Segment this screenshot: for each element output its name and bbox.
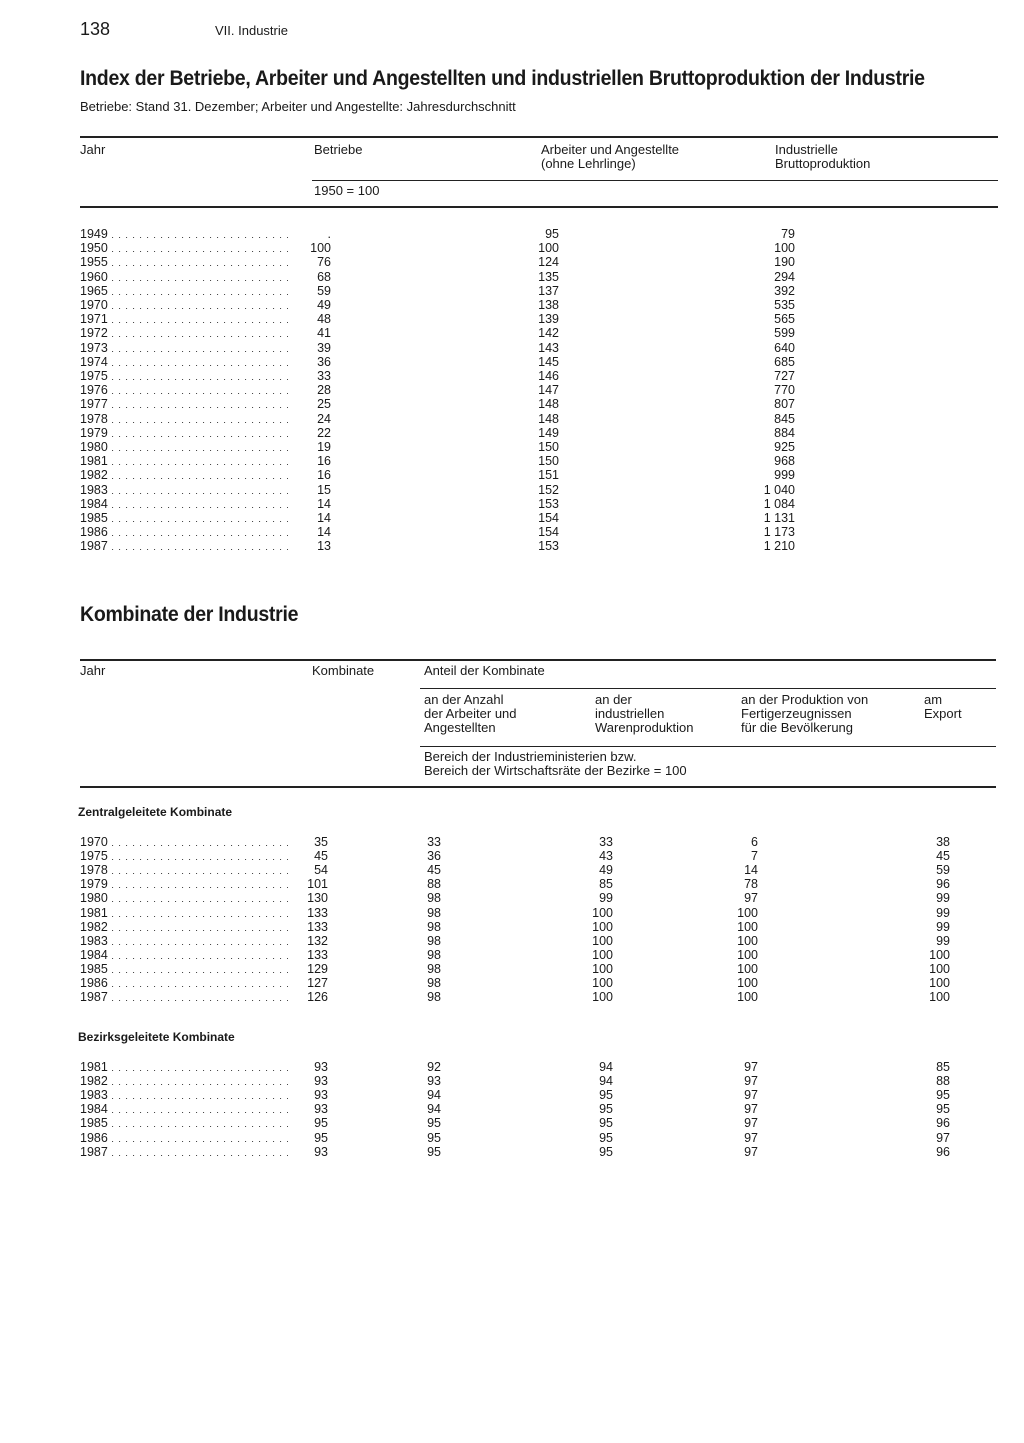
row-value: 100 (737, 961, 758, 976)
row-value: 28 (317, 383, 331, 398)
row-value: 93 (427, 1074, 441, 1089)
row-value: 99 (599, 891, 613, 906)
row-value: 96 (936, 1144, 950, 1159)
table-row (0, 483, 1024, 497)
row-value: 79 (781, 227, 795, 241)
row-value: 130 (307, 891, 328, 906)
row-value: 97 (744, 1130, 758, 1145)
table-row (0, 284, 1024, 298)
table-row (0, 1088, 1024, 1102)
row-value: 100 (737, 990, 758, 1005)
row-value: 135 (538, 269, 559, 284)
row-year: 1976 . . . (80, 383, 288, 398)
table2-header-anteil: Anteil der Kombinate (424, 663, 545, 678)
table-row (0, 920, 1024, 934)
row-year: 1980 . . . (80, 440, 288, 455)
row-value: 95 (314, 1116, 328, 1131)
row-value: 294 (774, 269, 795, 284)
row-value: 6 (751, 835, 758, 849)
row-value: 147 (538, 383, 559, 398)
row-year: 1974 . . . (80, 355, 288, 370)
table-row (0, 906, 1024, 920)
row-value: 535 (774, 298, 795, 312)
row-value: 97 (744, 891, 758, 906)
row-value: 93 (314, 1060, 328, 1074)
row-year: 1981 . . . (80, 454, 288, 469)
row-value: 133 (307, 919, 328, 934)
table-row (0, 497, 1024, 511)
page-number: 138 (80, 19, 111, 39)
row-year: 1978 . . . (80, 863, 288, 878)
row-year: 1984 . . . (80, 1102, 288, 1117)
table1-header-base: 1950 = 100 (314, 183, 380, 198)
table1-title: Index der Betriebe, Arbeiter und Angestellten und industriellen Bruttoproduktion der Industrie (80, 67, 925, 90)
row-value: 142 (538, 326, 559, 341)
row-value: 76 (317, 255, 331, 270)
row-value: 15 (317, 482, 331, 497)
row-value: 99 (936, 933, 950, 948)
row-value: 149 (538, 425, 559, 440)
row-value: 190 (774, 255, 795, 270)
table-row (0, 511, 1024, 525)
group-label-bezirk: Bezirksgeleitete Kombinate (78, 1030, 235, 1044)
row-value: 97 (744, 1088, 758, 1103)
row-value: 93 (314, 1144, 328, 1159)
table1-top-rule (80, 136, 998, 138)
row-value: 25 (317, 397, 331, 412)
row-value: 68 (317, 269, 331, 284)
table2-header-year: Jahr (80, 663, 106, 678)
row-value: 49 (317, 298, 331, 312)
row-value: 85 (599, 877, 613, 892)
row-value: 97 (744, 1074, 758, 1089)
row-value: 126 (307, 990, 328, 1005)
row-year: 1981 . . . (80, 1060, 288, 1075)
row-value: 153 (538, 539, 559, 554)
row-year: 1960 . . . (80, 270, 288, 285)
row-value: 100 (592, 947, 613, 962)
row-value: 884 (774, 425, 795, 440)
row-value: 925 (774, 440, 795, 454)
row-value: 100 (592, 919, 613, 934)
row-value: 14 (744, 863, 758, 878)
row-value: 93 (314, 1074, 328, 1089)
row-year: 1985 . . . (80, 962, 288, 977)
row-year: 1978 . . . (80, 412, 288, 427)
table2-anteil-rule (420, 688, 996, 689)
row-value: 100 (592, 905, 613, 920)
table-row (0, 341, 1024, 355)
row-value: 99 (936, 919, 950, 934)
table1-header-year: Jahr (80, 142, 106, 157)
table2-base-rule (420, 746, 996, 747)
row-value: 1 173 (763, 525, 795, 540)
table-row (0, 1060, 1024, 1074)
row-value: 93 (314, 1102, 328, 1117)
table1-body-rule (80, 206, 998, 208)
row-value: 565 (774, 312, 795, 327)
row-value: 98 (427, 905, 441, 920)
row-value: 16 (317, 468, 331, 483)
row-value: 33 (427, 835, 441, 849)
row-value: 640 (774, 340, 795, 355)
row-value: 124 (538, 255, 559, 270)
table1-subtitle: Betriebe: Stand 31. Dezember; Arbeiter und Angestellte: Jahresdurchschnitt (80, 99, 516, 114)
table-row (0, 1116, 1024, 1130)
row-year: 1973 . . . (80, 341, 288, 356)
row-value: 98 (427, 919, 441, 934)
row-value: 100 (538, 241, 559, 256)
row-value: 54 (314, 863, 328, 878)
row-value: 41 (317, 326, 331, 341)
row-value: 100 (737, 947, 758, 962)
row-value: 95 (545, 227, 559, 241)
row-value: 154 (538, 511, 559, 525)
row-value: 101 (307, 877, 328, 892)
row-year: 1982 . . . (80, 1074, 288, 1089)
row-value: 45 (314, 849, 328, 864)
row-value: 96 (936, 1116, 950, 1131)
row-value: 1 210 (763, 539, 795, 554)
row-year: 1979 . . . (80, 426, 288, 441)
row-value: 100 (737, 919, 758, 934)
row-value: 78 (744, 877, 758, 892)
table-row (0, 355, 1024, 369)
row-value: 143 (538, 340, 559, 355)
row-value: 100 (592, 990, 613, 1005)
row-year: 1980 . . . (80, 891, 288, 906)
row-value: 95 (427, 1130, 441, 1145)
table-row (0, 397, 1024, 411)
table2-header-arbeiter: an der Anzahl der Arbeiter und Angestellten (424, 692, 517, 735)
row-value: 599 (774, 326, 795, 341)
row-value: 38 (936, 835, 950, 849)
row-value: 13 (317, 539, 331, 554)
table2-header-base: Bereich der Industrieministerien bzw. Bereich der Wirtschaftsräte der Bezirke = 100 (424, 749, 687, 778)
row-year: 1955 . . . (80, 255, 288, 270)
table-row (0, 1145, 1024, 1159)
row-year: 1972 . . . (80, 326, 288, 341)
row-value: 48 (317, 312, 331, 327)
row-year: 1987 . . . (80, 1145, 288, 1160)
row-value: 94 (427, 1088, 441, 1103)
table-row (0, 468, 1024, 482)
row-year: 1982 . . . (80, 468, 288, 483)
row-value: 100 (737, 933, 758, 948)
table-row (0, 440, 1024, 454)
table-row (0, 849, 1024, 863)
row-value: 96 (936, 877, 950, 892)
row-value: 33 (599, 835, 613, 849)
row-value: 88 (427, 877, 441, 892)
row-value: 14 (317, 511, 331, 525)
row-year: 1986 . . . (80, 1131, 288, 1146)
row-value: 154 (538, 525, 559, 540)
table-row (0, 412, 1024, 426)
table1-header-rule (312, 180, 998, 181)
row-value: 45 (427, 863, 441, 878)
row-year: 1975 . . . (80, 849, 288, 864)
row-value: 39 (317, 340, 331, 355)
row-value: 137 (538, 283, 559, 298)
row-value: 59 (317, 283, 331, 298)
row-value: 95 (599, 1116, 613, 1131)
table1-header-betriebe: Betriebe (314, 142, 363, 157)
row-value: 14 (317, 496, 331, 511)
table-row (0, 934, 1024, 948)
row-value: 807 (774, 397, 795, 412)
row-year: 1965 . . . (80, 284, 288, 299)
row-value: 151 (538, 468, 559, 483)
table-row (0, 227, 1024, 241)
table2-header-export: am Export (924, 692, 962, 721)
row-year: 1986 . . . (80, 976, 288, 991)
table-row (0, 990, 1024, 1004)
row-value: 7 (751, 849, 758, 864)
row-year: 1983 . . . (80, 1088, 288, 1103)
row-value: 43 (599, 849, 613, 864)
row-value: 127 (307, 976, 328, 990)
row-value: 100 (592, 961, 613, 976)
row-value: 100 (929, 976, 950, 990)
row-year: 1987 . . . (80, 539, 288, 554)
table2-header-waren: an der industriellen Warenproduktion (595, 692, 694, 735)
row-value: 100 (774, 241, 795, 256)
row-year: 1949 . . . (80, 227, 288, 242)
row-value: 94 (599, 1060, 613, 1074)
row-value: 49 (599, 863, 613, 878)
row-value: 97 (744, 1144, 758, 1159)
row-value: 95 (427, 1144, 441, 1159)
row-value: 95 (314, 1130, 328, 1145)
row-year: 1986 . . . (80, 525, 288, 540)
row-year: 1950 . . . (80, 241, 288, 256)
row-value: 98 (427, 976, 441, 990)
row-value: 95 (427, 1116, 441, 1131)
row-value: 88 (936, 1074, 950, 1089)
row-value: 146 (538, 369, 559, 383)
row-value: 99 (936, 905, 950, 920)
table1-header-arbeiter: Arbeiter und Angestellte (ohne Lehrlinge) (541, 142, 680, 171)
row-year: 1977 . . . (80, 397, 288, 412)
table-row (0, 891, 1024, 905)
row-value: 92 (427, 1060, 441, 1074)
group-label-zentral: Zentralgeleitete Kombinate (78, 805, 233, 819)
row-value: 97 (744, 1102, 758, 1117)
row-value: 999 (774, 468, 795, 483)
row-value: 95 (599, 1144, 613, 1159)
table2-header-fertig: an der Produktion von Fertigerzeugnissen für die Bevölkerung (741, 692, 869, 735)
table-row (0, 383, 1024, 397)
table-row (0, 948, 1024, 962)
row-year: 1985 . . . (80, 511, 288, 526)
row-value: 685 (774, 354, 795, 369)
row-value: 129 (307, 961, 328, 976)
row-value: 139 (538, 312, 559, 327)
row-value: 100 (592, 933, 613, 948)
row-year: 1979 . . . (80, 877, 288, 892)
row-value: 97 (744, 1116, 758, 1131)
row-value: 392 (774, 283, 795, 298)
row-value: 95 (599, 1130, 613, 1145)
row-value: 95 (936, 1088, 950, 1103)
row-value: 45 (936, 849, 950, 864)
row-value: 150 (538, 440, 559, 454)
row-value: 85 (936, 1060, 950, 1074)
table-row (0, 539, 1024, 553)
row-year: 1982 . . . (80, 920, 288, 935)
row-value: 35 (314, 835, 328, 849)
row-value: 98 (427, 891, 441, 906)
row-value: 97 (744, 1060, 758, 1074)
row-value: 24 (317, 411, 331, 426)
row-value: 98 (427, 947, 441, 962)
row-year: 1983 . . . (80, 934, 288, 949)
row-value: 93 (314, 1088, 328, 1103)
table-row (0, 1131, 1024, 1145)
row-value: 14 (317, 525, 331, 540)
row-value: 97 (936, 1130, 950, 1145)
table-row (0, 369, 1024, 383)
row-value: 98 (427, 961, 441, 976)
row-value: 100 (929, 947, 950, 962)
row-value: 150 (538, 454, 559, 469)
row-year: 1987 . . . (80, 990, 288, 1005)
row-year: 1983 . . . (80, 483, 288, 498)
row-year: 1970 . . . (80, 298, 288, 313)
row-value: 1 131 (763, 511, 795, 525)
row-value: 33 (317, 369, 331, 383)
table-row (0, 976, 1024, 990)
row-year: 1975 . . . (80, 369, 288, 384)
row-value: 133 (307, 905, 328, 920)
row-value: 133 (307, 947, 328, 962)
row-year: 1985 . . . (80, 1116, 288, 1131)
row-value: 94 (427, 1102, 441, 1117)
row-value: 100 (592, 976, 613, 990)
row-value: 98 (427, 990, 441, 1005)
table-row (0, 1102, 1024, 1116)
row-value: 132 (307, 933, 328, 948)
table-row (0, 835, 1024, 849)
section-title: VII. Industrie (215, 23, 288, 38)
row-value: 95 (599, 1088, 613, 1103)
row-year: 1984 . . . (80, 497, 288, 512)
row-value: 95 (599, 1102, 613, 1117)
table2-top-rule (80, 659, 996, 661)
table2-title: Kombinate der Industrie (80, 603, 299, 626)
table2-header-kombinate: Kombinate (312, 663, 375, 678)
row-value: 100 (310, 241, 331, 256)
row-value: 100 (929, 990, 950, 1005)
row-value: 138 (538, 298, 559, 312)
table-row (0, 312, 1024, 326)
row-value: 99 (936, 891, 950, 906)
row-value: 16 (317, 454, 331, 469)
row-value: 148 (538, 411, 559, 426)
row-value: 1 084 (763, 496, 795, 511)
row-value: 95 (936, 1102, 950, 1117)
table-row (0, 962, 1024, 976)
row-value: 770 (774, 383, 795, 398)
row-value: 94 (599, 1074, 613, 1089)
row-value: 153 (538, 496, 559, 511)
row-value: 100 (737, 905, 758, 920)
row-year: 1970 . . . (80, 835, 288, 850)
row-value: 100 (737, 976, 758, 990)
row-value: 845 (774, 411, 795, 426)
row-value: 968 (774, 454, 795, 469)
table-row (0, 426, 1024, 440)
table-row (0, 326, 1024, 340)
row-value: 19 (317, 440, 331, 454)
row-value: 36 (427, 849, 441, 864)
table-row (0, 298, 1024, 312)
row-value: 145 (538, 354, 559, 369)
row-year: 1984 . . . (80, 948, 288, 963)
row-value: 98 (427, 933, 441, 948)
row-value: 22 (317, 425, 331, 440)
table-row (0, 525, 1024, 539)
table-row (0, 241, 1024, 255)
table1-header-produktion: Industrielle Bruttoproduktion (775, 142, 871, 171)
row-value: 1 040 (763, 482, 795, 497)
row-year: 1971 . . . (80, 312, 288, 327)
row-year: 1981 . . . (80, 906, 288, 921)
table-row (0, 877, 1024, 891)
table-row (0, 454, 1024, 468)
row-value: 36 (317, 354, 331, 369)
table-row (0, 255, 1024, 269)
row-value: . (327, 227, 331, 241)
row-value: 727 (774, 369, 795, 383)
row-value: 152 (538, 482, 559, 497)
table-row (0, 1074, 1024, 1088)
row-value: 100 (929, 961, 950, 976)
row-value: 59 (936, 863, 950, 878)
row-value: 148 (538, 397, 559, 412)
table2-body-rule (80, 786, 996, 788)
table-row (0, 863, 1024, 877)
table-row (0, 270, 1024, 284)
